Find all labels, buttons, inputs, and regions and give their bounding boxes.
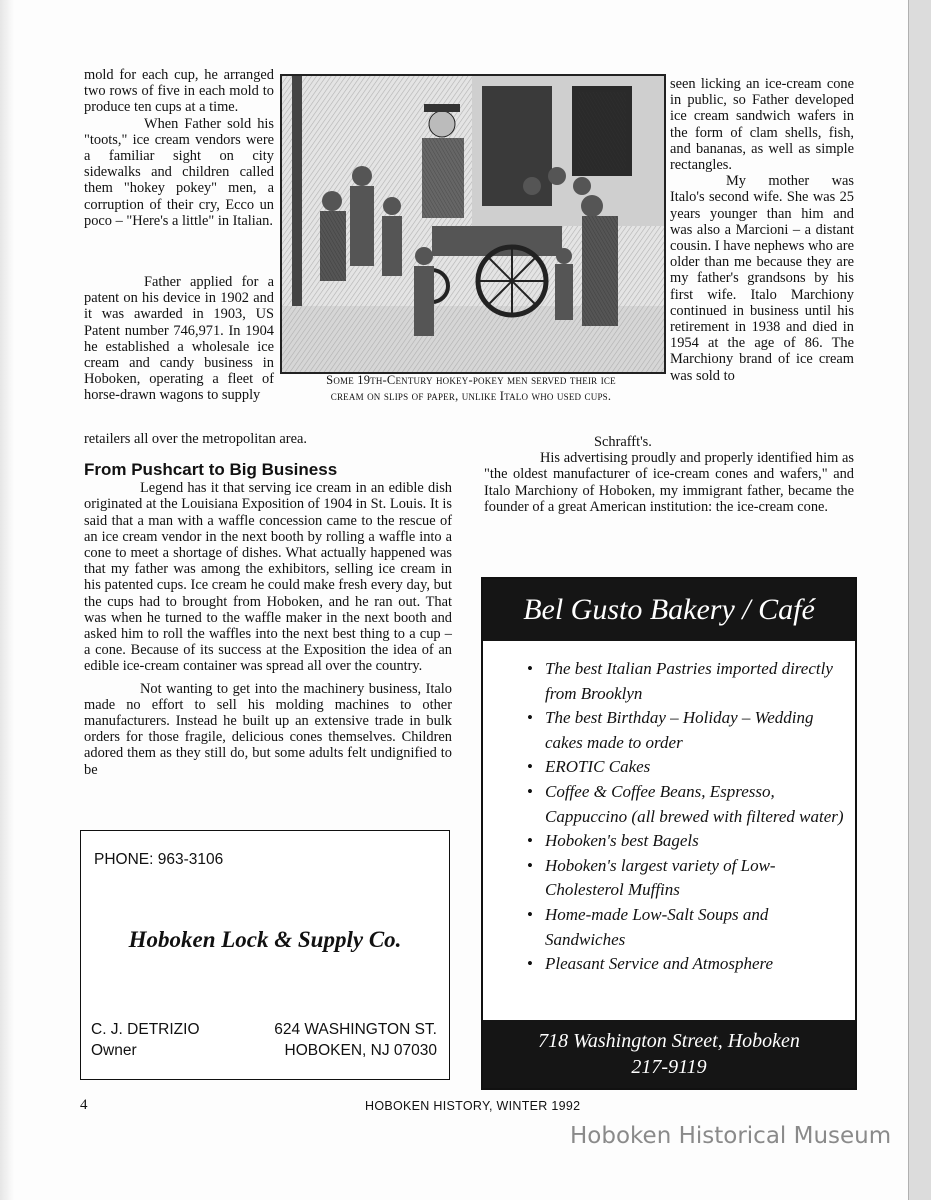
list-item: • Coffee & Coffee Beans, Espresso, Cappuccino (all brewed with filtered water): [527, 780, 847, 829]
ad-phone: PHONE: 963-3106: [94, 851, 224, 868]
paragraph: mold for each cup, he arranged two rows of five in each mold to produce ten cups at a time.: [84, 67, 274, 116]
article-right-continuation: [484, 434, 854, 515]
article-right-column: [670, 76, 854, 384]
ad-item-list: [527, 657, 847, 977]
paragraph: His advertising proudly and properly identified him as "the oldest manufacturer of ice-cream cones and wafers," and Italo Marchiony of Hoboken, my immigrant father, became the founder of a great American institution: the ice-cream cone.: [484, 450, 854, 515]
list-item: • Hoboken's largest variety of Low-Cholesterol Muffins: [527, 854, 847, 903]
list-item: • EROTIC Cakes: [527, 755, 847, 780]
section-heading: From Pushcart to Big Business: [84, 460, 338, 479]
ad-owner: [91, 1019, 200, 1061]
paragraph: Not wanting to get into the machinery business, Italo made no effort to sell his molding machines to other manufacturers. Instead he built up an extensive trade in bulk orders for those fragile, delicious cones themselves. Children adored them as they still do, but some adults felt undignified to be: [84, 680, 452, 778]
paragraph: seen licking an ice-cream cone in public, so Father developed ice cream sandwich wafers in the form of clam shells, fish, and bananas, as well as simple rectangles.: [670, 76, 854, 174]
page-edge: [908, 0, 931, 1200]
address-line: 624 WASHINGTON ST.: [274, 1021, 437, 1038]
hoboken-lock-ad: [80, 830, 450, 1080]
page-gutter: [0, 0, 14, 1200]
ad-title: Bel Gusto Bakery / Café: [483, 579, 855, 641]
ad-phone: 217-9119: [631, 1056, 707, 1078]
museum-watermark: Hoboken Historical Museum: [570, 1123, 892, 1149]
paragraph: Father applied for a patent on his device in 1902 and it was awarded in 1903, US Patent number 746,971. In 1904 he established a wholesale ice cream and candy business in Hoboken, operating a fleet of horse-drawn wagons to supply: [84, 274, 274, 404]
caption-line: Some 19th-Century hokey-pokey men served their ice: [326, 373, 616, 387]
address-line: HOBOKEN, NJ 07030: [284, 1042, 437, 1059]
engraving-image: [282, 76, 664, 372]
article-left-middle: [84, 274, 274, 404]
list-item: • Pleasant Service and Atmosphere: [527, 952, 847, 977]
paragraph: retailers all over the metropolitan area.: [84, 431, 307, 447]
paragraph: When Father sold his "toots," ice cream vendors were a familiar sight on city sidewalks and children called them "hokey pokey" men, a corruption of their cry, Ecco un poco – "Here's a little" in Italian.: [84, 115, 274, 229]
page-number: 4: [80, 1097, 88, 1113]
list-item: • The best Italian Pastries imported directly from Brooklyn: [527, 657, 847, 706]
ad-business-name: Hoboken Lock & Supply Co.: [128, 927, 402, 952]
bel-gusto-bakery-ad: [481, 577, 857, 1090]
paragraph: Schrafft's.: [594, 434, 652, 450]
illustration-caption: [280, 372, 662, 404]
paragraph: Legend has it that serving ice cream in an edible dish originated at the Louisiana Exposition of 1904 in St. Louis. It is said that a man with a waffle concession came to the rescue of an ice cream vendor in the next booth by rolling a waffle into a cone to meet a shortage of dishes. What actually happened was that my father was among the exhibitors, selling ice cream in his patented cups. Ice cream he could make fresh every day, but the cups had to brought from Hoboken, and he ran out. That was when he turned to the waffle maker in the next booth and asked him to roll the waffles into the next best thing to a cup – a cone. Because of its success at the Exposition the idea of an edible ice-cream container was spread all over the country.: [84, 480, 452, 675]
caption-line: cream on slips of paper, unlike Italo who used cups.: [330, 389, 612, 403]
owner-name: C. J. DETRIZIO: [91, 1021, 200, 1038]
paragraph: My mother was Italo's second wife. She was 25 years younger than him and was also a Marcioni – a distant cousin. I have nephews who are older than me because they are my father's grandsons by his first wife. Italo Marchiony continued in business until his retirement in 1938 and died in 1954 at the age of 86. The Marchiony brand of ice cream was sold to: [670, 173, 854, 384]
ad-address: 718 Washington Street, Hoboken: [538, 1030, 800, 1052]
ad-address: [274, 1019, 437, 1061]
list-item: • Hoboken's best Bagels: [527, 829, 847, 854]
list-item: • Home-made Low-Salt Soups and Sandwiches: [527, 903, 847, 952]
publication-footer: HOBOKEN HISTORY, WINTER 1992: [365, 1099, 581, 1113]
ad-footer: [483, 1020, 855, 1088]
list-item: • The best Birthday – Holiday – Wedding cakes made to order: [527, 706, 847, 755]
article-left-top: [84, 67, 274, 229]
hokey-pokey-illustration: [280, 74, 666, 374]
owner-title: Owner: [91, 1042, 137, 1059]
article-section: [84, 462, 452, 778]
article-left-continuation: [84, 431, 384, 447]
